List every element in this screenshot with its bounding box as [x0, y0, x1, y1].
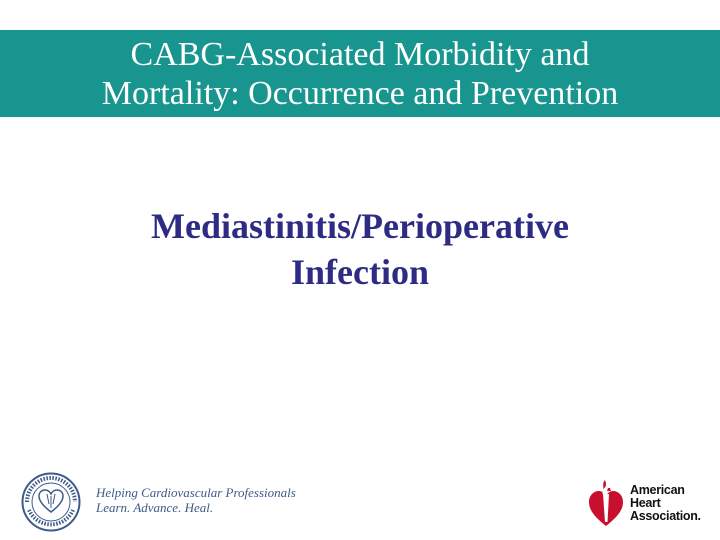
- acc-tagline: [96, 485, 296, 515]
- aha-name-line3: Association.: [630, 509, 701, 523]
- title-band: [0, 30, 720, 117]
- aha-name-line2: Heart: [630, 496, 661, 510]
- acc-tagline-line2: Learn. Advance. Heal.: [96, 500, 214, 515]
- acc-tagline-line1: Helping Cardiovascular Professionals: [96, 485, 296, 500]
- aha-name: [630, 484, 701, 523]
- slide-title-line1: CABG-Associated Morbidity and: [130, 35, 590, 73]
- slide-title-line2: Mortality: Occurrence and Prevention: [101, 74, 619, 112]
- acc-seal-logo: [21, 472, 81, 532]
- slide-title: [102, 35, 618, 113]
- slide-subtitle-line2: Infection: [291, 252, 429, 292]
- slide-subtitle-line1: Mediastinitis/Perioperative: [151, 206, 569, 246]
- aha-name-line1: American: [630, 483, 685, 497]
- slide-subtitle: [0, 203, 720, 295]
- heart-torch-icon: [588, 478, 624, 528]
